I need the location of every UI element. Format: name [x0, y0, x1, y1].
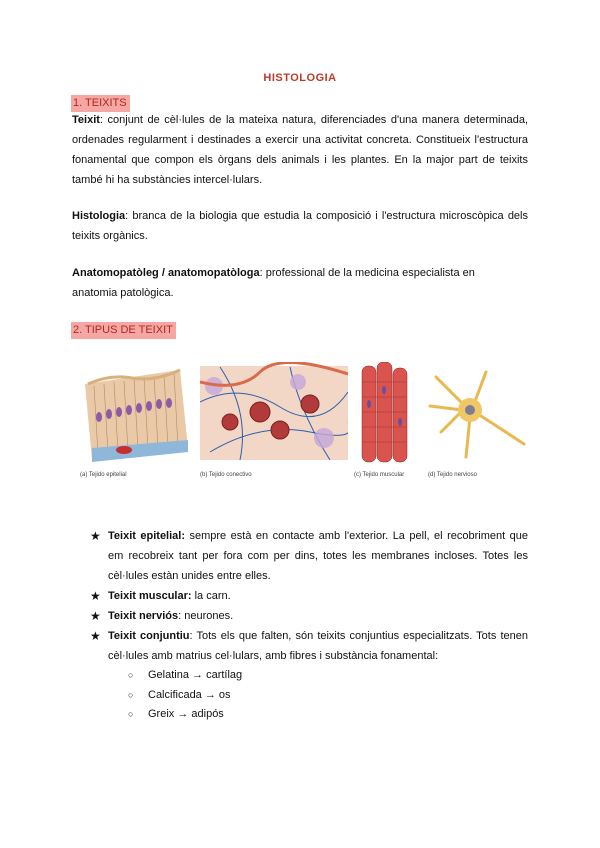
sub-item-text: Gelatina → cartílag: [148, 669, 243, 681]
sub-item-greix: [90, 705, 528, 725]
section-heading-tipus: 2. TIPUS DE TEIXIT: [71, 322, 176, 339]
term-conjuntiu: Teixit conjuntiu: [108, 630, 190, 642]
list-item-conjuntiu: [90, 626, 528, 666]
term-epitelial: Teixit epitelial:: [108, 530, 186, 542]
caption-connective: (b) Tejido conectivo: [200, 472, 252, 478]
star-bullet-icon: ★: [90, 629, 101, 643]
star-bullet-icon: ★: [90, 609, 101, 623]
sub-item-calcificada: [90, 686, 528, 706]
list-item-epitelial: [90, 526, 528, 586]
paragraph-histologia: [72, 206, 528, 246]
tissue-type-list: [90, 526, 528, 725]
list-item-muscular: [90, 586, 528, 606]
epithelial-tissue-illustration: [80, 362, 190, 464]
tissue-figure: [80, 362, 528, 487]
circle-bullet-icon: ○: [128, 670, 134, 680]
caption-epithelial: (a) Tejido epitelial: [80, 472, 127, 478]
list-item-nervios: [90, 606, 528, 626]
page-title: HISTOLOGIA: [263, 72, 337, 84]
text-conjuntiu: : Tots els que falten, són teixits conjuntius especialitzats. Tots tenen cèl·lules amb matrius cel·lulars, amb fibres i substància fonamental:: [108, 630, 528, 662]
paragraph-teixit: [72, 110, 528, 190]
star-bullet-icon: ★: [90, 589, 101, 603]
paragraph-anatomopatoleg: [72, 263, 492, 303]
definition-anatomopatoleg: : professional de la medicina especialista en anatomia patològica.: [72, 267, 475, 299]
sub-item-gelatina: [90, 666, 528, 686]
section-heading-teixits: 1. TEIXITS: [71, 95, 130, 112]
nerve-tissue-illustration: [426, 362, 528, 464]
connective-tissue-illustration: [200, 362, 348, 464]
definition-histologia: : branca de la biologia que estudia la composició i l'estructura microscòpica dels teixits orgànics.: [72, 210, 528, 242]
text-nervios: : neurones.: [178, 610, 234, 622]
star-bullet-icon: ★: [90, 529, 101, 543]
circle-bullet-icon: ○: [128, 709, 134, 719]
sub-item-text: Calcificada → os: [148, 688, 231, 701]
circle-bullet-icon: ○: [128, 689, 134, 700]
text-muscular: la carn.: [191, 590, 231, 602]
term-histologia: Histologia: [72, 210, 126, 222]
sub-item-text: Greix → adipós: [148, 708, 224, 720]
term-muscular: Teixit muscular:: [108, 590, 192, 602]
muscle-tissue-illustration: [358, 362, 416, 464]
caption-muscular: (c) Tejido muscular: [354, 472, 405, 478]
definition-teixit: : conjunt de cèl·lules de la mateixa natura, diferenciades d'una manera determinada, ordenades regularment i destinades a exercir una activitat concreta. Constitueix l'estructura fonamental que compon els òrgans dels animals i les plantes. En la major part de teixits també hi ha substàncies intercel·lulars.: [72, 114, 528, 186]
caption-nervous: (d) Tejido nervioso: [428, 472, 477, 478]
term-teixit: Teixit: [72, 114, 100, 126]
term-nervios: Teixit nerviós: [108, 610, 179, 622]
term-anatomopatoleg: Anatomopatòleg / anatomopatòloga: [72, 267, 260, 279]
text-epitelial: sempre està en contacte amb l'exterior. La pell, el recobriment que em recobreix tant per fora com per dins, totes les membranes incloses. Totes les cèl·lules estàn unides entre elles.: [108, 530, 528, 582]
